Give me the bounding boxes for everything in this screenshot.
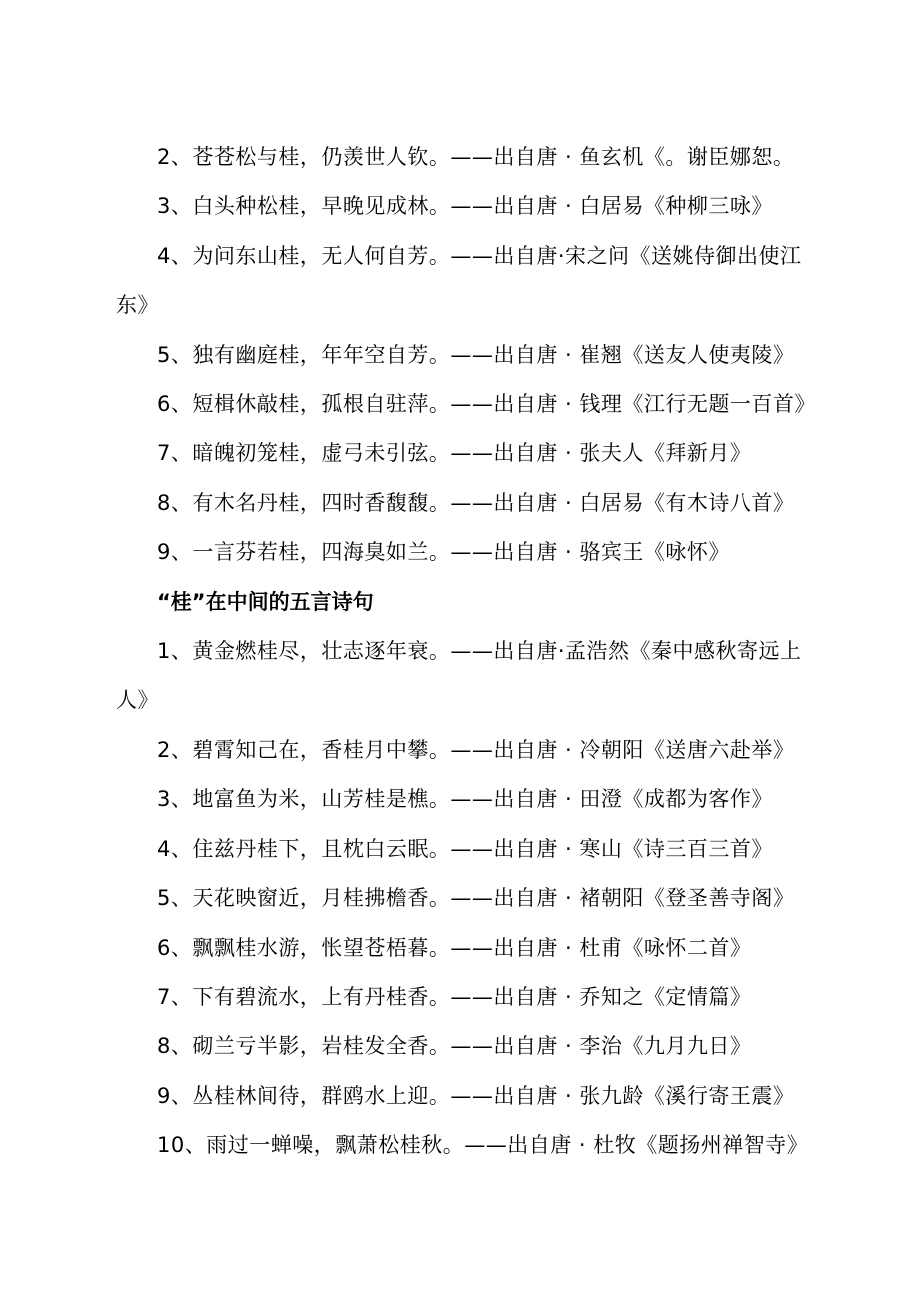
- poem-line: 6、飘飘桂水游，怅望苍梧暮。——出自唐 · 杜甫《咏怀二首》: [157, 935, 752, 960]
- poem-line: 5、独有幽庭桂，年年空自芳。——出自唐 · 崔翘《送友人使夷陵》: [157, 342, 795, 367]
- poem-line: 7、下有碧流水，上有丹桂香。——出自唐 · 乔知之《定情篇》: [157, 984, 752, 1009]
- poem-line: 7、暗魄初笼桂，虚弓未引弦。——出自唐 · 张夫人《拜新月》: [157, 441, 752, 466]
- poem-line: 3、白头种松桂，早晚见成林。——出自唐 · 白居易《种柳三咏》: [157, 194, 773, 219]
- poem-line: 8、有木名丹桂，四时香馥馥。——出自唐 · 白居易《有木诗八首》: [157, 490, 795, 515]
- poem-line: 4、住兹丹桂下，且枕白云眠。——出自唐 · 寒山《诗三百三首》: [157, 836, 773, 861]
- poem-line: 2、碧霄知己在，香桂月中攀。——出自唐 · 冷朝阳《送唐六赴举》: [157, 737, 795, 762]
- section-heading: “桂”在中间的五言诗句: [157, 589, 374, 614]
- poem-line: 3、地富鱼为米，山芳桂是樵。——出自唐 · 田澄《成都为客作》: [157, 787, 773, 812]
- poem-line: 9、丛桂林间待，群鸥水上迎。——出自唐 · 张九龄《溪行寄王震》: [157, 1083, 795, 1108]
- poem-line: 2、苍苍松与桂，仍羡世人钦。——出自唐 · 鱼玄机《。谢臣娜恕。: [157, 145, 795, 169]
- poem-line: 1、黄金燃桂尽，壮志逐年衰。——出自唐·孟浩然《秦中感秋寄远上: [157, 639, 802, 664]
- poem-line: 6、短楫休敲桂，孤根自驻萍。——出自唐 · 钱理《江行无题一百首》: [157, 392, 816, 417]
- poem-line: 9、一言芬若桂，四海臭如兰。——出自唐 · 骆宾王《咏怀》: [157, 540, 730, 565]
- poem-line: 8、砌兰亏半影，岩桂发全香。——出自唐 · 李治《九月九日》: [157, 1034, 752, 1059]
- poem-line-continuation: 东》: [116, 293, 159, 318]
- poem-line-continuation: 人》: [116, 688, 159, 713]
- poem-line: 4、为问东山桂，无人何自芳。——出自唐·宋之问《送姚侍御出使江: [157, 243, 802, 268]
- poem-line: 10、雨过一蝉噪，飘萧松桂秋。——出自唐 · 杜牧《题扬州禅智寺》: [157, 1133, 809, 1158]
- poem-line: 5、天花映窗近，月桂拂檐香。——出自唐 · 褚朝阳《登圣善寺阁》: [157, 886, 795, 911]
